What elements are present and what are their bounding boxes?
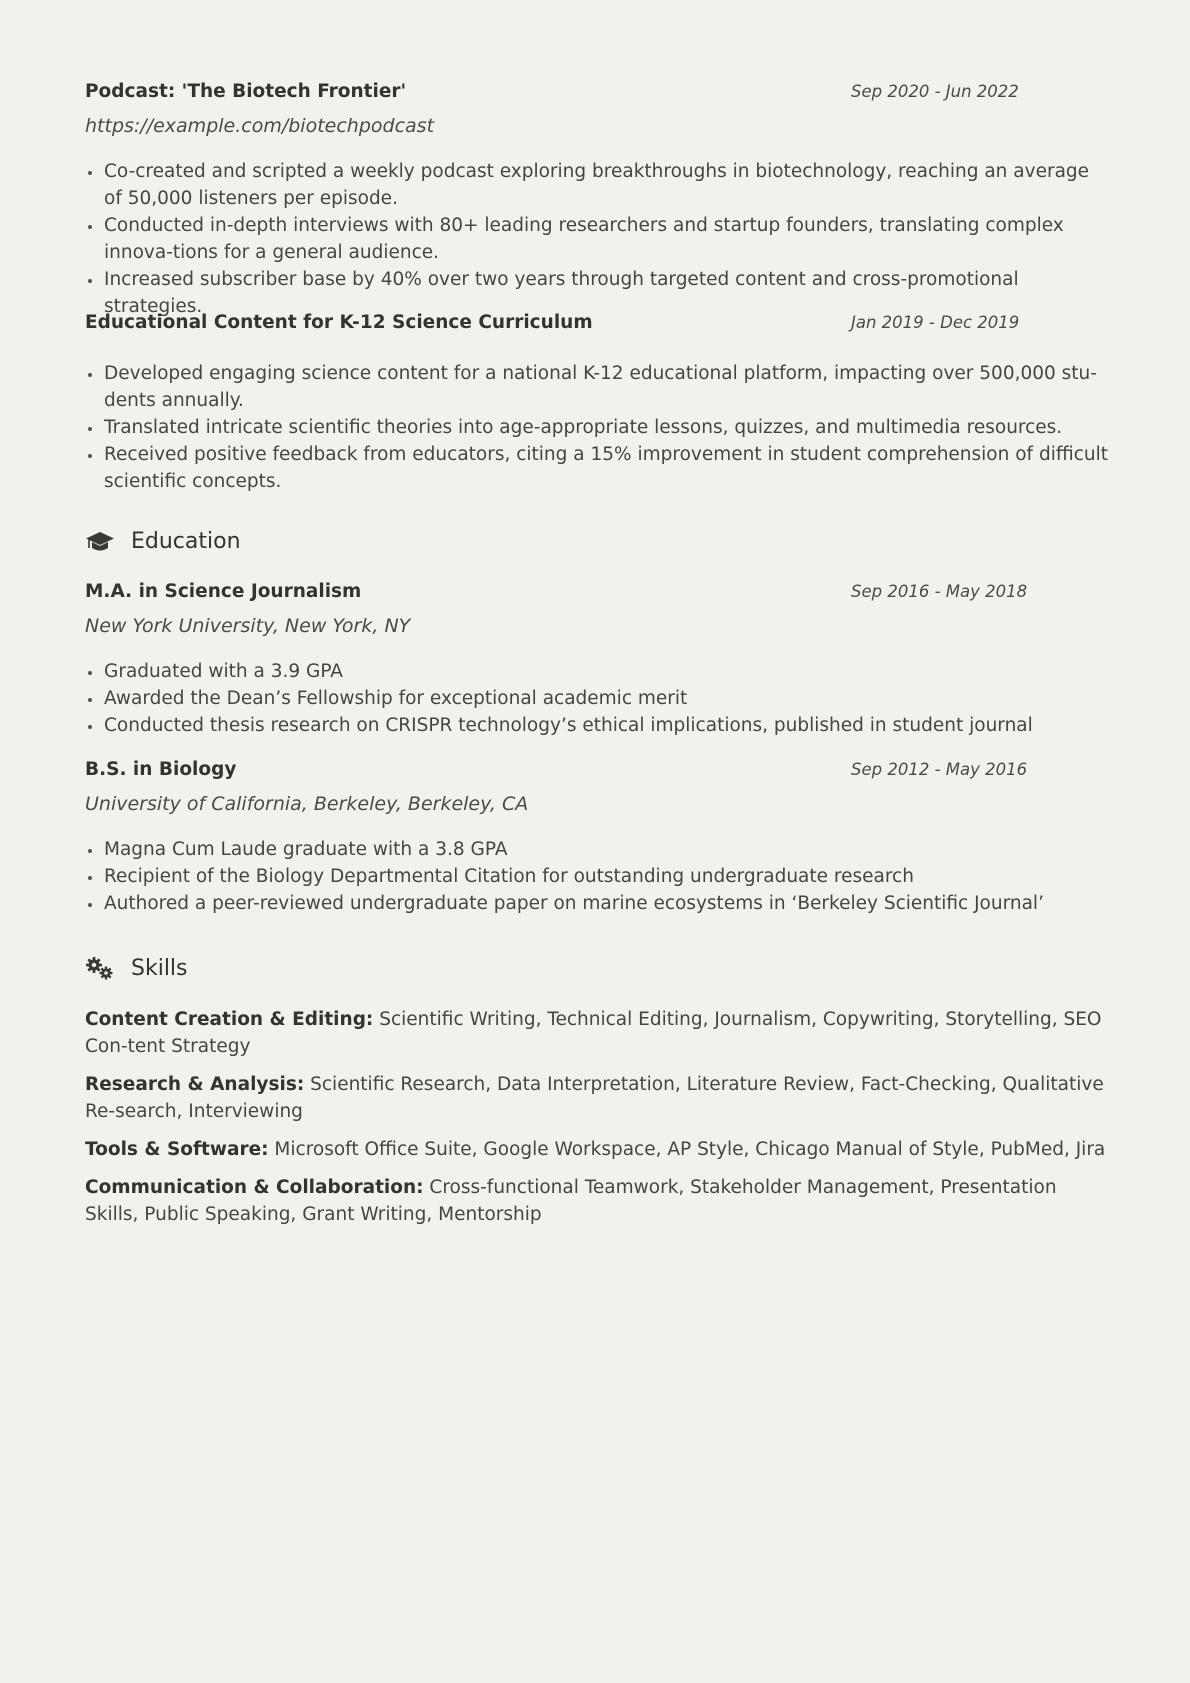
list-item: Authored a peer-reviewed undergraduate paper on marine ecosystems in ‘Berkeley Scientific Journal’ <box>85 890 1110 917</box>
skill-items: Scientific Writing, Technical Editing, Journalism, Copywriting, Storytelling, SEO Con-tent Strategy <box>85 1009 1102 1057</box>
project-date: Jan 2019 - Dec 2019 <box>851 313 1020 332</box>
skill-label: Tools & Software: <box>85 1139 269 1160</box>
education-date: Sep 2012 - May 2016 <box>851 760 1028 779</box>
project-title: Educational Content for K-12 Science Curriculum <box>85 312 593 333</box>
gears-icon <box>85 956 115 982</box>
project-header <box>85 80 1110 104</box>
skill-group <box>85 1174 1110 1228</box>
graduation-cap-icon <box>85 529 115 555</box>
list-item: Developed engaging science content for a national K-12 educational platform, impacting over 500,000 stu-dents annually. <box>85 360 1110 414</box>
section-header <box>85 527 1110 557</box>
degree-title: B.S. in Biology <box>85 759 237 780</box>
education-entry <box>85 580 1110 739</box>
skill-group <box>85 1136 1110 1163</box>
skill-label: Research & Analysis: <box>85 1074 305 1095</box>
education-section <box>85 527 1110 557</box>
list-item: Conducted in-depth interviews with 80+ leading researchers and startup founders, translating complex innova-tions for a general audience. <box>85 212 1110 266</box>
list-item: Magna Cum Laude graduate with a 3.8 GPA <box>85 836 1110 863</box>
project-entry <box>85 80 1110 320</box>
list-item: Translated intricate scientific theories into age-appropriate lessons, quizzes, and multimedia resources. <box>85 414 1110 441</box>
section-title: Skills <box>131 956 188 981</box>
list-item: Increased subscriber base by 40% over two years through targeted content and cross-promotional strategies. <box>85 266 1110 320</box>
degree-title: M.A. in Science Journalism <box>85 581 362 602</box>
education-bullets <box>85 836 1110 917</box>
list-item: Graduated with a 3.9 GPA <box>85 658 1110 685</box>
project-entry <box>85 311 1110 495</box>
skill-items: Microsoft Office Suite, Google Workspace, AP Style, Chicago Manual of Style, PubMed, Jira <box>274 1139 1106 1160</box>
education-entry <box>85 758 1110 917</box>
skill-group <box>85 1006 1110 1060</box>
skill-items: Scientific Research, Data Interpretation, Literature Review, Fact-Checking, Qualitative Re-search, Interviewing <box>85 1074 1104 1122</box>
project-title: Podcast: 'The Biotech Frontier' <box>85 81 407 102</box>
list-item: Awarded the Dean’s Fellowship for exceptional academic merit <box>85 685 1110 712</box>
project-bullets <box>85 360 1110 495</box>
school-name: University of California, Berkeley, Berkeley, CA <box>85 793 529 815</box>
project-date: Sep 2020 - Jun 2022 <box>851 82 1019 101</box>
skill-label: Content Creation & Editing: <box>85 1009 374 1030</box>
skill-items: Cross-functional Teamwork, Stakeholder Management, Presentation Skills, Public Speaking, Grant Writing, Mentorship <box>85 1177 1057 1225</box>
education-bullets <box>85 658 1110 739</box>
section-header <box>85 954 1110 984</box>
list-item: Co-created and scripted a weekly podcast exploring breakthroughs in biotechnology, reaching an average of 50,000 listeners per episode. <box>85 158 1110 212</box>
project-link[interactable]: https://example.com/biotechpodcast <box>85 115 435 137</box>
education-header <box>85 580 1110 604</box>
skill-label: Communication & Collaboration: <box>85 1177 424 1198</box>
project-header <box>85 311 1110 335</box>
school-name: New York University, New York, NY <box>85 615 411 637</box>
education-date: Sep 2016 - May 2018 <box>851 582 1028 601</box>
education-header <box>85 758 1110 782</box>
list-item: Conducted thesis research on CRISPR technology’s ethical implications, published in student journal <box>85 712 1110 739</box>
section-title: Education <box>131 529 241 554</box>
list-item: Received positive feedback from educators, citing a 15% improvement in student comprehension of difficult scientific concepts. <box>85 441 1110 495</box>
list-item: Recipient of the Biology Departmental Citation for outstanding undergraduate research <box>85 863 1110 890</box>
skill-group <box>85 1071 1110 1125</box>
project-bullets <box>85 158 1110 320</box>
skills-section <box>85 954 1110 984</box>
